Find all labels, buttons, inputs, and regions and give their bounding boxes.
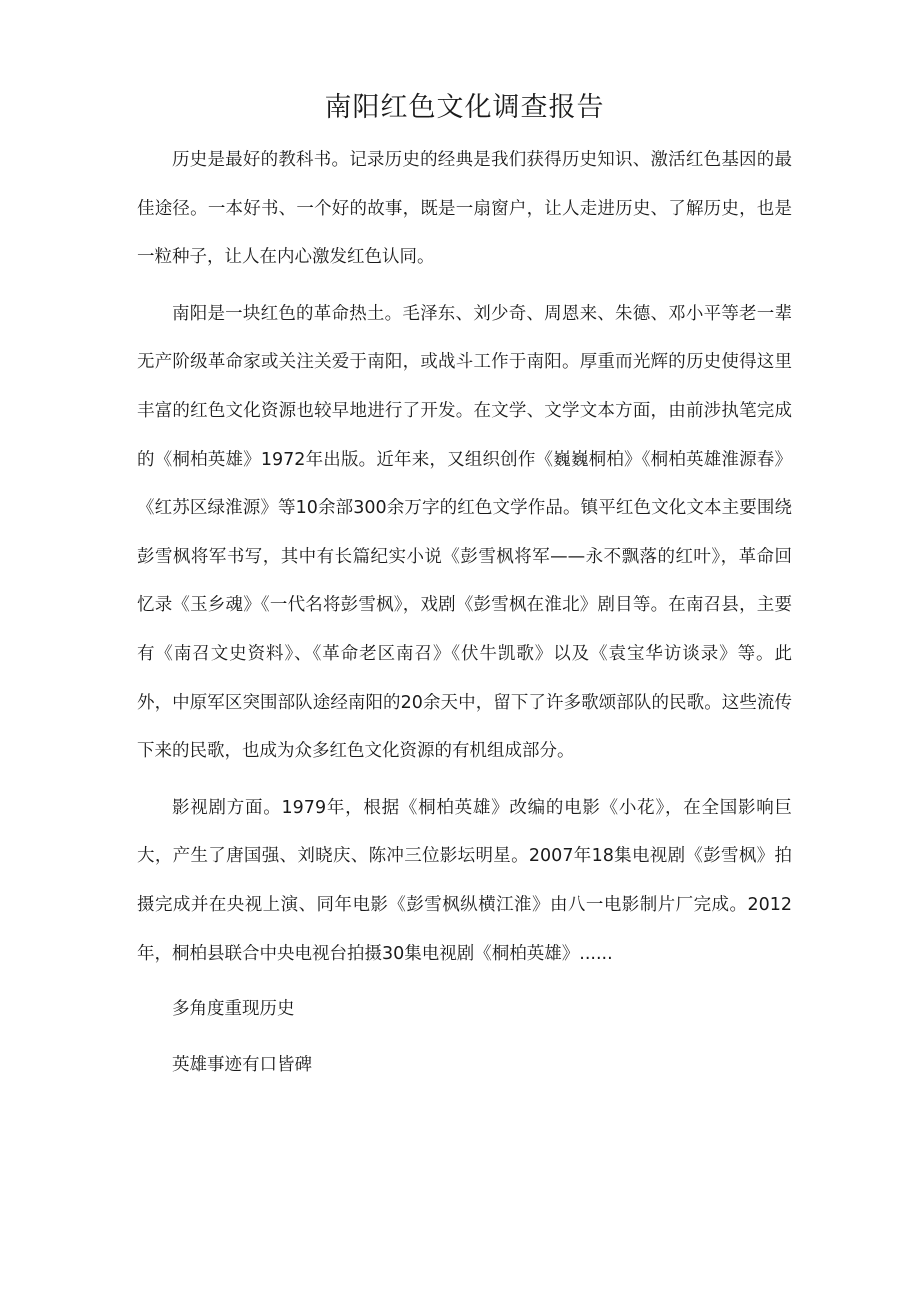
paragraph-literature: 南阳是一块红色的革命热土。毛泽东、刘少奇、周恩来、朱德、邓小平等老一辈无产阶级革命家或关注关爱于南阳，或战斗工作于南阳。厚重而光辉的历史使得这里丰富的红色文化资源也较早地进行了开发。在文学、文学文本方面，由前涉执笔完成的《桐柏英雄》1972年出版。近年来，又组织创作《巍巍桐柏》《桐柏英雄淮源春》《红苏区绿淮源》等10余部300余万字的红色文学作品。镇平红色文化文本主要围绕彭雪枫将军书写，其中有长篇纪实小说《彭雪枫将军——永不飘落的红叶》，革命回忆录《玉乡魂》《一代名将彭雪枫》，戏剧《彭雪枫在淮北》剧目等。在南召县，主要有《南召文史资料》、《革命老区南召》《伏牛凯歌》以及《袁宝华访谈录》等。此外，中原军区突围部队途经南阳的20余天中，留下了许多歌颂部队的民歌。这些流传下来的民歌，也成为众多红色文化资源的有机组成部分。 <box>137 303 792 762</box>
document-page <box>137 88 792 1089</box>
paragraph-film-tv: 影视剧方面。1979年，根据《桐柏英雄》改编的电影《小花》，在全国影响巨大，产生了唐国强、刘晓庆、陈冲三位影坛明星。2007年18集电视剧《彭雪枫》拍摄完成并在央视上演、同年电影《彭雪枫纵横江淮》由八一电影制片厂完成。2012年，桐柏县联合中央电视台拍摄30集电视剧《桐柏英雄》...... <box>137 797 792 964</box>
document-title: 南阳红色文化调查报告 <box>324 92 605 123</box>
subheading-heroes: 英雄事迹有口皆碑 <box>172 1054 312 1075</box>
paragraph-intro: 历史是最好的教科书。记录历史的经典是我们获得历史知识、激活红色基因的最佳途径。一本好书、一个好的故事，既是一扇窗户，让人走进历史、了解历史，也是一粒种子，让人在内心激发红色认同。 <box>137 150 792 268</box>
subheading-history: 多角度重现历史 <box>172 999 295 1020</box>
